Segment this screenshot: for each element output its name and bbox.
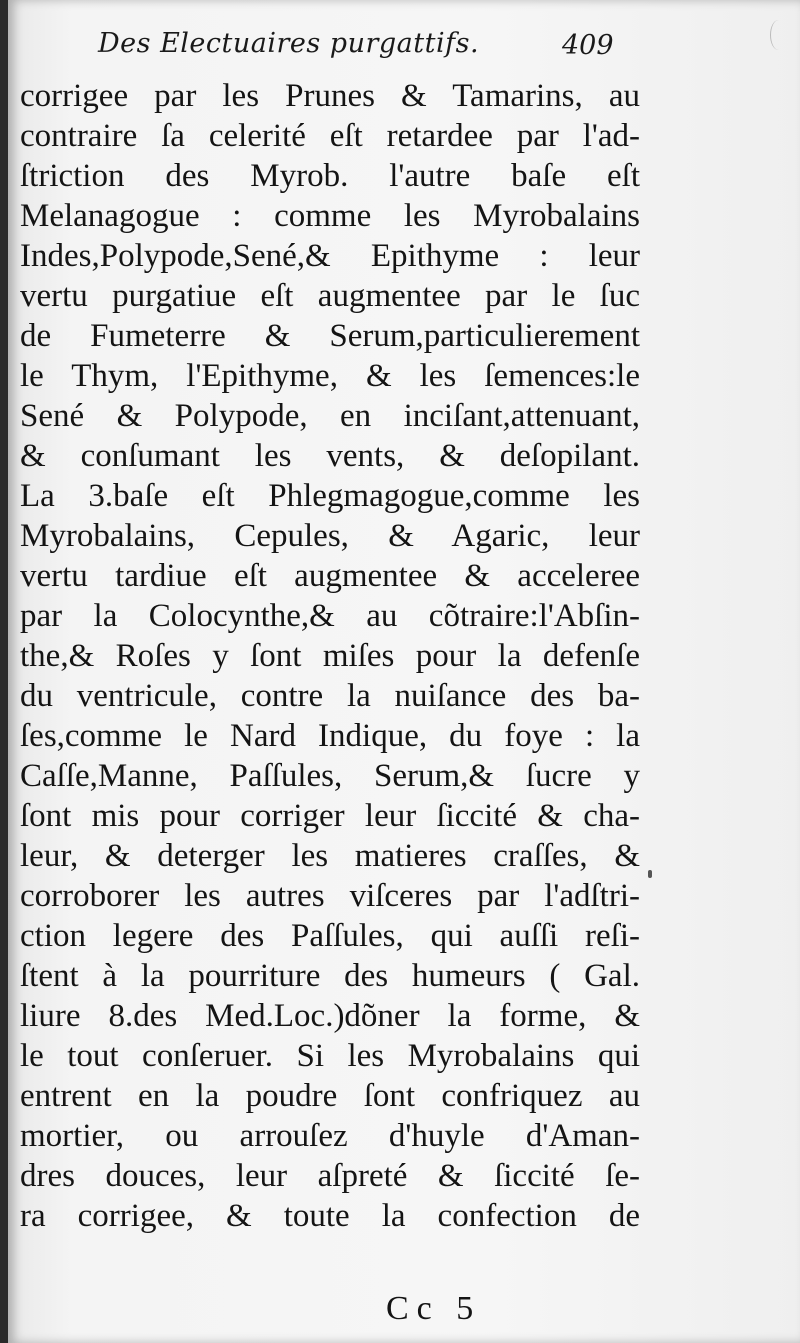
text-line: le Thym, l'Epithyme, & les ſemences:le (20, 358, 640, 394)
book-page (8, 0, 800, 1343)
text-line: Caſſe,Manne, Paſſules, Serum,& ſucre y (20, 758, 640, 794)
text-line: de Fumeterre & Serum,particulierement (20, 318, 640, 354)
text-line: dres douces, leur aſpreté & ſiccité ſe- (20, 1158, 640, 1194)
text-line: leur, & deterger les matieres craſſes, & (20, 838, 640, 874)
text-line: Melanagogue : comme les Myrobalains (20, 198, 640, 234)
text-line: ſes,comme le Nard Indique, du foye : la (20, 718, 640, 754)
text-line: Myrobalains, Cepules, & Agaric, leur (20, 518, 640, 554)
text-line: du ventricule, contre la nuiſance des ba- (20, 678, 640, 714)
text-line: mortier, ou arrouſez d'huyle d'Aman- (20, 1118, 640, 1154)
text-line: ſont mis pour corriger leur ſiccité & cha- (20, 798, 640, 834)
page-header (8, 22, 800, 72)
text-line: Indes,Polypode,Sené,& Epithyme : leur (20, 238, 640, 274)
ink-speck (648, 870, 652, 878)
text-line: vertu tardiue eſt augmentee & acceleree (20, 558, 640, 594)
body-text (20, 76, 640, 1236)
text-line: the,& Roſes y ſont miſes pour la defenſe (20, 638, 640, 674)
text-line: ra corrigee, & toute la confection de (20, 1198, 640, 1234)
page-number: 409 (562, 30, 614, 61)
text-line: le tout conſeruer. Si les Myrobalains qui (20, 1038, 640, 1074)
text-line: & conſumant les vents, & deſopilant. (20, 438, 640, 474)
running-title: Des Electuaires purgattifs. (98, 28, 480, 59)
text-line: entrent en la poudre ſont confriquez au (20, 1078, 640, 1114)
text-line: corroborer les autres viſceres par l'adſtri- (20, 878, 640, 914)
text-line: ſtent à la pourriture des humeurs ( Gal. (20, 958, 640, 994)
text-line: par la Colocynthe,& au cõtraire:l'Abſin- (20, 598, 640, 634)
text-line: liure 8.des Med.Loc.)dõner la forme, & (20, 998, 640, 1034)
signature-mark: Cc 5 (386, 1290, 482, 1327)
text-line: La 3.baſe eſt Phlegmagogue,comme les (20, 478, 640, 514)
text-line: contraire ſa celerité eſt retardee par l'ad- (20, 118, 640, 154)
text-line: ction legere des Paſſules, qui auſſi reſi- (20, 918, 640, 954)
text-line: corrigee par les Prunes & Tamarins, au (20, 78, 640, 114)
text-line: ſtriction des Myrob. l'autre baſe eſt (20, 158, 640, 194)
text-line: Sené & Polypode, en inciſant,attenuant, (20, 398, 640, 434)
text-line: vertu purgatiue eſt augmentee par le ſuc (20, 278, 640, 314)
